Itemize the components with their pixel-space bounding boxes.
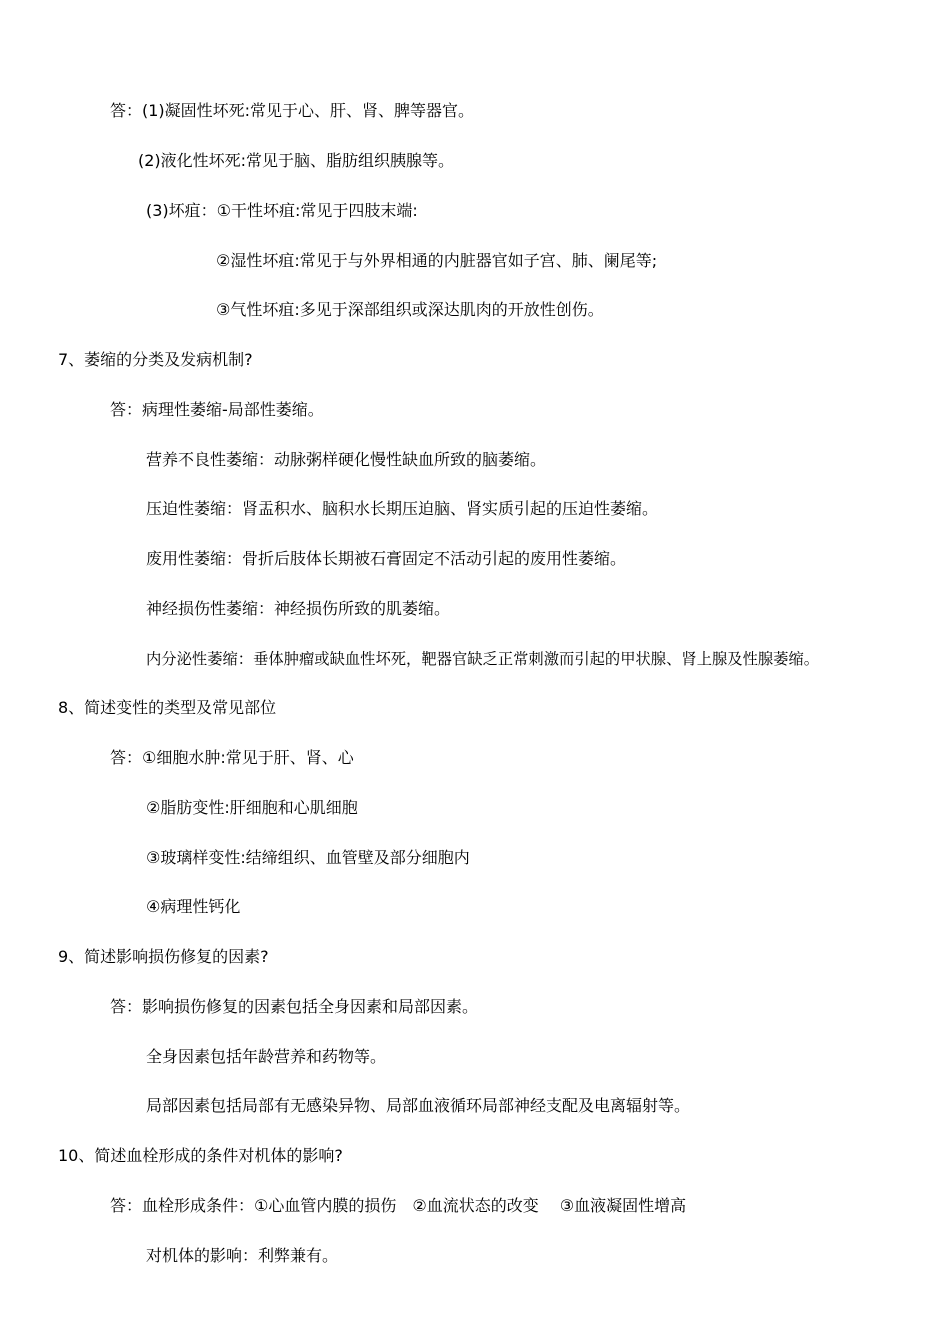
- answer-7-malnutrition: 营养不良性萎缩：动脉粥样硬化慢性缺血所致的脑萎缩。: [146, 450, 547, 469]
- answer-10-effects: 对机体的影响：利弊兼有。: [146, 1246, 339, 1265]
- answer-8-hyaline-change: ③玻璃样变性:结缔组织、血管壁及部分细胞内: [146, 848, 470, 867]
- answer-7-denervation: 神经损伤性萎缩：神经损伤所致的肌萎缩。: [146, 599, 451, 618]
- answer-7-disuse: 废用性萎缩：骨折后肢体长期被石膏固定不活动引起的废用性萎缩。: [146, 549, 627, 568]
- question-9-heading: 9、简述影响损伤修复的因素?: [58, 947, 269, 966]
- answer-7-intro: 答：病理性萎缩-局部性萎缩。: [110, 400, 324, 419]
- answer-6-necrosis-liquefactive: (2)液化性坏死:常见于脑、脂肪组织胰腺等。: [138, 151, 455, 170]
- answer-8-fatty-change: ②脂肪变性:肝细胞和心肌细胞: [146, 798, 358, 817]
- answer-7-endocrine: 内分泌性萎缩：垂体肿瘤或缺血性坏死，靶器官缺乏正常刺激而引起的甲状腺、肾上腺及性腺萎缩。: [146, 650, 820, 668]
- answer-6-gangrene-wet: ②湿性坏疽:常见于与外界相通的内脏器官如子宫、肺、阑尾等;: [216, 251, 658, 270]
- answer-10-conditions: 答：血栓形成条件：①心血管内膜的损伤 ②血流状态的改变 ③血液凝固性增高: [110, 1196, 687, 1215]
- answer-8-calcification: ④病理性钙化: [146, 897, 241, 916]
- answer-6-gangrene-dry: (3)坏疽：①干性坏疽:常见于四肢末端:: [146, 201, 418, 220]
- question-7-heading: 7、萎缩的分类及发病机制?: [58, 350, 253, 369]
- answer-9-local: 局部因素包括局部有无感染异物、局部血液循环局部神经支配及电离辐射等。: [146, 1096, 691, 1115]
- answer-6-necrosis-coagulative: 答：(1)凝固性坏死:常见于心、肝、肾、脾等器官。: [110, 101, 475, 120]
- answer-9-systemic: 全身因素包括年龄营养和药物等。: [146, 1047, 387, 1066]
- answer-7-pressure: 压迫性萎缩：肾盂积水、脑积水长期压迫脑、肾实质引起的压迫性萎缩。: [146, 499, 659, 518]
- answer-9-intro: 答：影响损伤修复的因素包括全身因素和局部因素。: [110, 997, 479, 1016]
- answer-8-cell-swelling: 答：①细胞水肿:常见于肝、肾、心: [110, 748, 354, 767]
- question-8-heading: 8、简述变性的类型及常见部位: [58, 698, 277, 717]
- question-10-heading: 10、简述血栓形成的条件对机体的影响?: [58, 1146, 343, 1165]
- answer-6-gangrene-gas: ③气性坏疽:多见于深部组织或深达肌肉的开放性创伤。: [216, 300, 604, 319]
